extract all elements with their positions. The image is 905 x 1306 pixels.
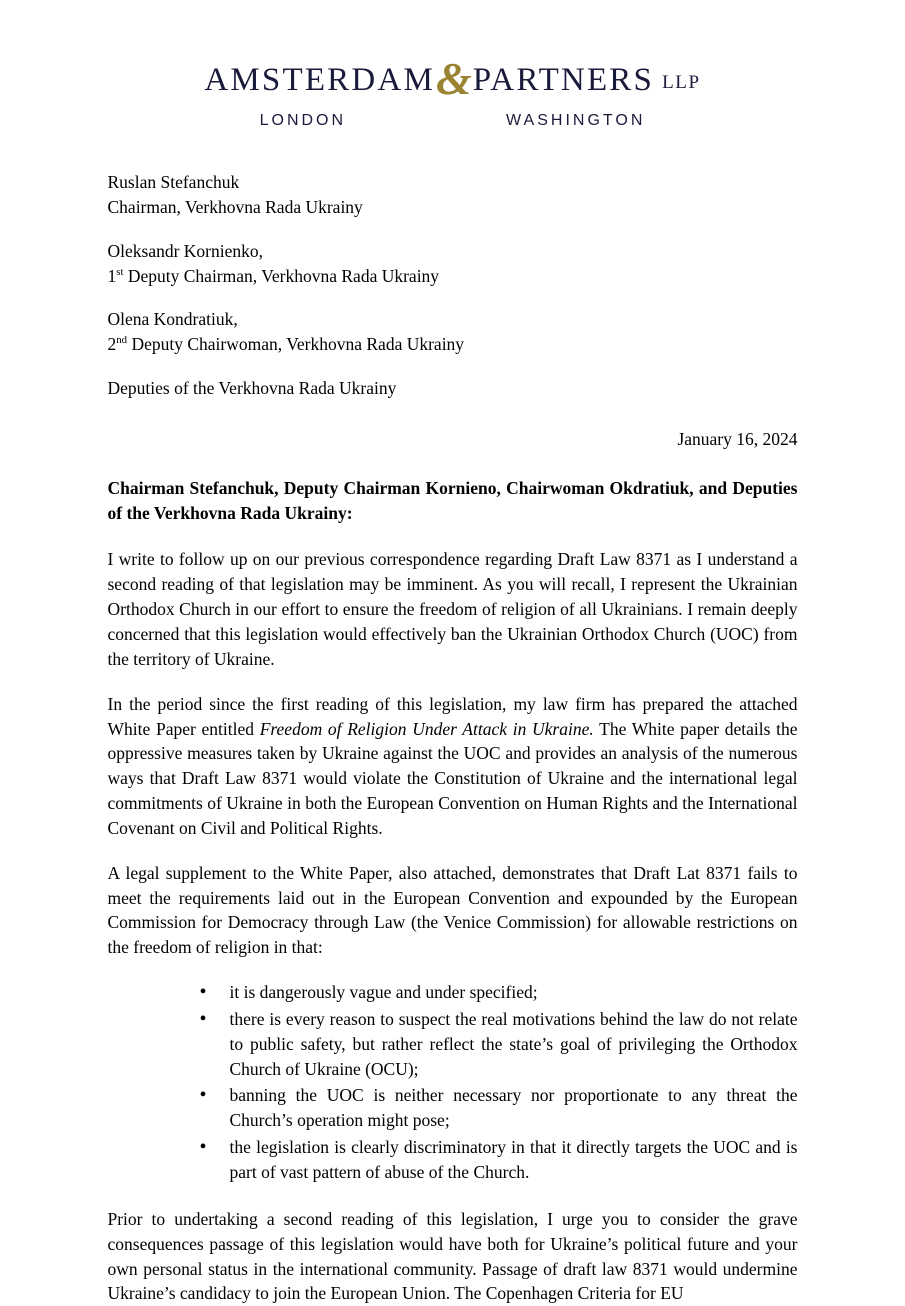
paragraph-4: Prior to undertaking a second reading of this legislation, I urge you to consider the grave consequences passage of this legislation would have both for Ukraine’s political future and your own personal status in the international community. Passage of draft law 8371 would undermine Ukraine’s candidacy to join the European Union. The Copenhagen Criteria for EU [107,1208,798,1304]
recipient-title-text: Deputy Chairwoman, Verkhovna Rada Ukrainy [127,334,465,355]
white-paper-title: Freedom of Religion Under Attack in Ukraine. [259,718,594,739]
recipient-title-text: Deputy Chairman, Verkhovna Rada Ukrainy [123,265,440,286]
firm-name-second: PARTNERS [472,62,655,98]
list-item: • it is dangerously vague and under specified; [200,980,798,1005]
recipient-block-3 [108,307,798,357]
bullet-list [108,980,798,1185]
city-washington: WASHINGTON [506,112,646,129]
recipient-name: Oleksandr Kornienko, [107,240,264,261]
ampersand-glyph: & [436,53,472,104]
paragraph-2-part-a: In the period since the first reading of this legislation, my law firm has prepared the attached White Paper entitled [107,693,798,739]
recipient-title: Chairman, Verkhovna Rada Ukrainy [107,196,363,217]
letter-body [108,130,798,1306]
letter-date: January 16, 2024 [677,428,798,449]
recipient-block-1 [108,170,798,220]
salutation: Chairman Stefanchuk, Deputy Chairman Kornieno, Chairwoman Okdratiuk, and Deputies of the Verkhovna Rada Ukrainy: [107,477,798,523]
paragraph-3: A legal supplement to the White Paper, also attached, demonstrates that Draft Lat 8371 fails to meet the requirements laid out in the European Convention and expounded by the European Commission for Democracy through Law (the Venice Commission) for allowable restrictions on the freedom of religion in that: [107,862,798,958]
city-london: LONDON [259,112,347,129]
office-cities [0,112,905,130]
recipient-title [108,332,798,357]
paragraph-2 [108,692,798,841]
recipient-name: Ruslan Stefanchuk [107,172,240,192]
recipient-block-2 [108,239,798,289]
firm-name-first: AMSTERDAM [204,62,435,98]
recipient-name: Olena Kondratiuk, [107,309,238,330]
ordinal-number: 1 [107,265,117,286]
recipient-block-4 [108,376,798,401]
list-item: • there is every reason to suspect the real motivations behind the law do not relate to public safety, but rather reflect the state’s goal of privileging the Orthodox Church of Ukraine (OCU); [200,1007,798,1082]
recipient-title [108,264,798,289]
ordinal-suffix: nd [116,334,128,347]
paragraph-1: I write to follow up on our previous correspondence regarding Draft Law 8371 as I understand a second reading of that legislation may be imminent. As you will recall, I represent the Ukrainian Orthodox Church in our effort to ensure the freedom of religion of all Ukrainians. I remain deeply concerned that this legislation would effectively ban the Ukrainian Orthodox Church (UOC) from the territory of Ukraine. [107,549,798,669]
letterhead [0,0,905,130]
firm-name [0,53,905,104]
ordinal-number: 2 [107,334,117,355]
paragraph-2-part-b: The White paper details the oppressive measures taken by Ukraine against the UOC and provides an analysis of the numerous ways that Draft Law 8371 would violate the Constitution of Ukraine and the international legal commitments of Ukraine in both the European Convention on Human Rights and the International Covenant on Civil and Political Rights. [107,718,798,838]
firm-suffix: LLP [662,72,701,93]
list-item: • the legislation is clearly discriminatory in that it directly targets the UOC and is part of vast pattern of abuse of the Church. [200,1135,798,1185]
ordinal-suffix: st [116,265,124,278]
list-item: • banning the UOC is neither necessary nor proportionate to any threat the Church’s operation might pose; [200,1083,798,1133]
recipient-group: Deputies of the Verkhovna Rada Ukrainy [107,378,397,399]
